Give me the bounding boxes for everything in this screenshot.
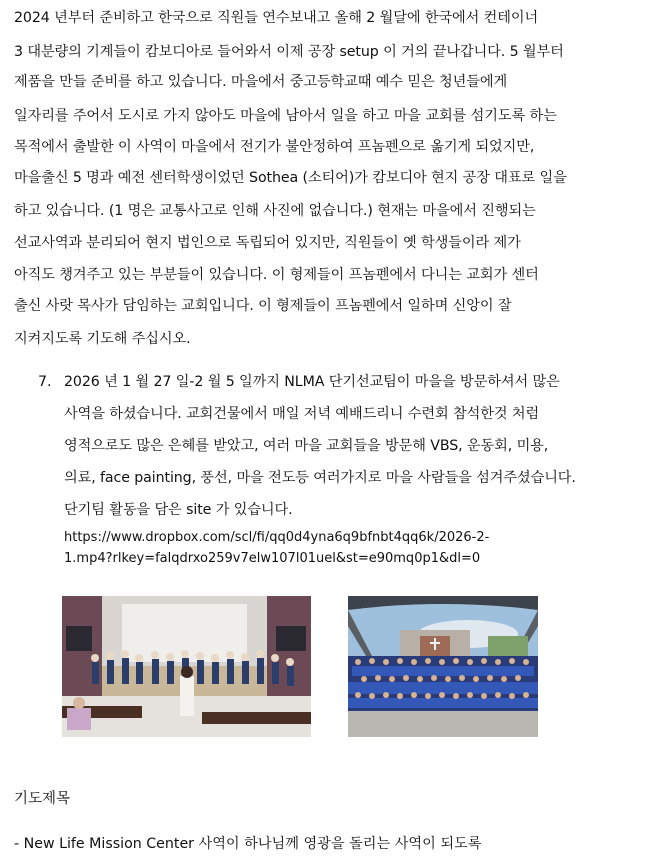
prayer-heading: 기도제목 (14, 791, 71, 807)
group-photo (348, 596, 538, 737)
paragraph-line-4: 일자리를 주어서 도시로 가지 않아도 마을에 남아서 일을 하고 마을 교회를 섬기도록 하는 (14, 108, 557, 124)
paragraph-line-8: 선교사역과 분리되어 현지 법인으로 독립되어 있지만, 직원들이 옛 학생들이라 제가 (14, 235, 521, 251)
item-line-5: 단기팀 활동을 담은 site 가 있습니다. (64, 502, 293, 518)
paragraph-line-10: 출신 사랏 목사가 담임하는 교회입니다. 이 형제들이 프놈펜에서 일하며 신앙이 잘 (14, 298, 512, 314)
item-line-1: 2026 년 1 월 27 일-2 월 5 일까지 NLMA 단기선교팀이 마을을 방문하셔서 많은 (64, 374, 560, 390)
prayer-item: - New Life Mission Center 사역이 하나님께 영광을 돌리는 사역이 되도록 (14, 836, 482, 852)
worship-photo (62, 596, 311, 737)
paragraph-line-11: 지켜지도록 기도해 주십시오. (14, 331, 191, 347)
paragraph-line-3: 제품을 만들 준비를 하고 있습니다. 마을에서 중고등학교때 예수 믿은 청년들에게 (14, 74, 508, 90)
paragraph-line-2: 3 대분량의 기계들이 캄보디아로 들어와서 이제 공장 setup 이 거의 끝나갑니다. 5 월부터 (14, 44, 564, 60)
list-item-number: 7. (38, 374, 52, 390)
paragraph-line-9: 아직도 챙겨주고 있는 부분들이 있습니다. 이 형제들이 프놈펜에서 다니는 교회가 센터 (14, 267, 539, 283)
paragraph-line-1: 2024 년부터 준비하고 한국으로 직원들 연수보내고 올해 2 월달에 한국에서 컨테이너 (14, 10, 539, 26)
item-line-2: 사역을 하셨습니다. 교회건물에서 매일 저녁 예배드리니 수련회 참석한것 처럼 (64, 406, 540, 422)
paragraph-line-6: 마을출신 5 명과 예전 센터학생이었던 Sothea (소티어)가 캄보디아 현지 공장 대표로 일을 (14, 170, 567, 186)
dropbox-url-line-2[interactable]: 1.mp4?rlkey=falqdrxo259v7elw107l01uel&st=e90mq0p1&dl=0 (64, 551, 481, 566)
paragraph-line-5: 목적에서 출발한 이 사역이 마을에서 전기가 불안정하여 프놈펜으로 옮기게 되었지만, (14, 139, 535, 155)
paragraph-line-7: 하고 있습니다. (1 명은 교통사고로 인해 사진에 없습니다.) 현재는 마을에서 진행되는 (14, 203, 536, 219)
item-line-3: 영적으로도 많은 은혜를 받았고, 여러 마을 교회들을 방문해 VBS, 운동회, 미용, (64, 438, 549, 454)
dropbox-url-line-1[interactable]: https://www.dropbox.com/scl/fi/qq0d4yna6q9bfnbt4qq6k/2026-2- (64, 530, 490, 545)
item-line-4: 의료, face painting, 풍선, 마을 전도등 여러가지로 마을 사람들을 섬겨주셨습니다. (64, 470, 576, 486)
